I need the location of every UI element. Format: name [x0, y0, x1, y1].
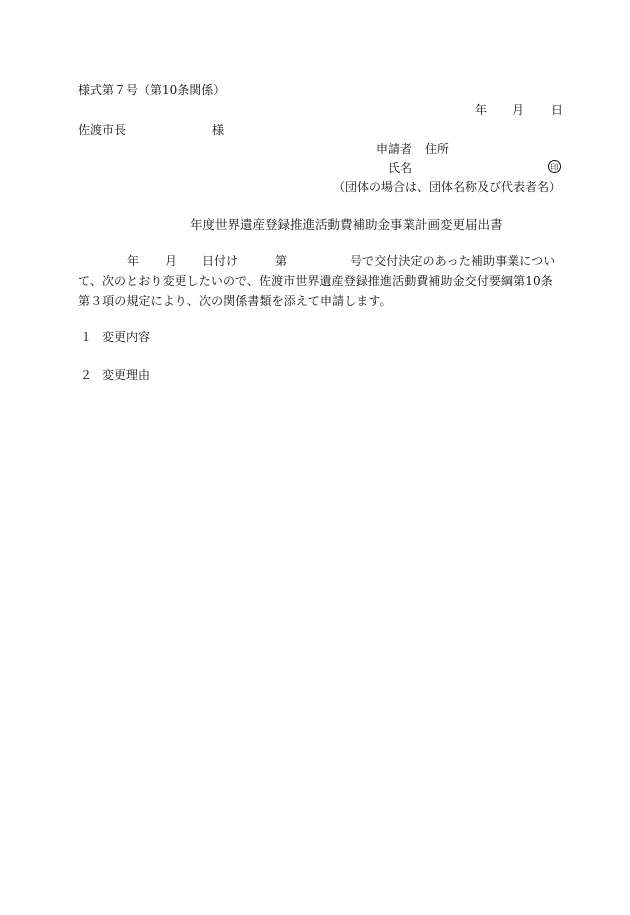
- date-month-label: 月: [512, 103, 525, 117]
- group-note: （団体の場合は、団体名称及び代表者名）: [333, 180, 562, 194]
- date-day-label: 日: [551, 103, 564, 117]
- item-1-label: 変更内容: [102, 330, 151, 344]
- applicant-address-label: 住所: [425, 142, 450, 156]
- addressee-honorific: 様: [212, 123, 225, 137]
- body-day-label: 日付け: [202, 254, 239, 268]
- body-dai-label: 第: [275, 254, 288, 268]
- form-number: 様式第７号（第10条関係）: [78, 83, 226, 97]
- body-line3: 第３項の規定により、次の関係書類を添えて申請します。: [78, 294, 392, 308]
- body-line1-rest: 号で交付決定のあった補助事業につい: [350, 254, 556, 268]
- body-month-label: 月: [165, 254, 178, 268]
- addressee-name: 佐渡市長: [78, 123, 127, 137]
- item-2-label: 変更理由: [102, 368, 151, 382]
- applicant-name-label: 氏名: [388, 161, 413, 175]
- applicant-label: 申請者: [376, 142, 413, 156]
- document-title: 年度世界遺産登録推進活動費補助金事業計画変更届出書: [190, 217, 503, 232]
- body-line2: て、次のとおり変更したいので、佐渡市世界遺産登録推進活動費補助金交付要綱第10条: [78, 274, 553, 288]
- body-year-label: 年: [127, 254, 140, 268]
- seal-mark: 印: [548, 160, 561, 173]
- item-2-number: ２: [80, 368, 93, 382]
- item-1-number: １: [80, 330, 93, 344]
- date-year-label: 年: [475, 103, 488, 117]
